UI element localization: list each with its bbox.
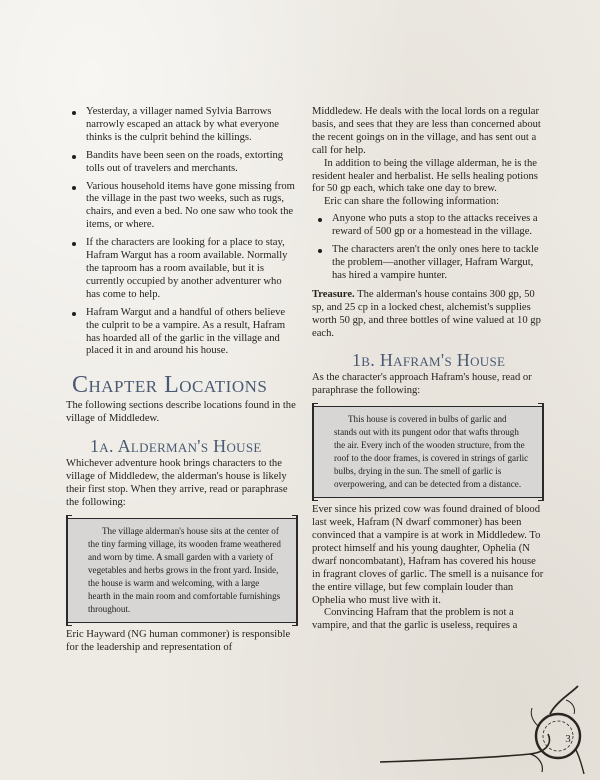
section-1b-intro: As the character's approach Hafram's house, read or paraphrase the following: (312, 372, 532, 397)
list-item: Anyone who puts a stop to the attacks receives a reward of 500 gp or a homestead in the village. (312, 213, 544, 239)
hafram-paragraph-2: Convincing Hafram that the problem is not a vampire, and that the garlic is useless, requires a (312, 607, 518, 632)
hafram-paragraph-1: Ever since his prized cow was found drained of blood last week, Hafram (N dwarf commoner) has been convinced that a vampire is at work in Middledew. To protect himself and his young daughter, Ophelia (N dwarf noncombatant), Hafram has covered his house in fragrant cloves of garlic. The smell is a nuisance for the entire village, but few complain louder than Ophelia who must live with it. (312, 504, 544, 606)
read-aloud-text: The village alderman's house sits at the center of the tiny farming village, its wooden frame weathered and worn by time. A small garden with a variety of vegetables and herbs grows in the front yard. Inside, the house is warm and welcoming, with a large hearth in the main room and comfortable furnishings throughout. (88, 525, 281, 614)
treasure-paragraph (312, 289, 544, 341)
eric-info-list (312, 213, 544, 283)
list-item: The characters aren't the only ones here to tackle the problem—another villager, Hafram Wargut, has hired a vampire hunter. (312, 244, 544, 283)
page-number: 3 (565, 733, 571, 745)
section-heading-1a: 1a. Alderman's House (90, 436, 262, 457)
list-item: If the characters are looking for a place to stay, Hafram Wargut has a room available. Normally the taproom has a room available, but it is currently occupied by another adventurer who has come to help. (66, 237, 298, 302)
read-aloud-text: This house is covered in bulbs of garlic and stands out with its pungent odor that wafts through the air. Every inch of the wooden structure, from the roof to the door frames, is covered in strings of garlic bulbs, drying in the sun. The smell of garlic is overpowering, and can be detected from a distance. (334, 414, 529, 490)
read-aloud-box-1a (66, 518, 298, 623)
list-item: Bandits have been seen on the roads, extorting tolls out of travelers and merchants. (66, 150, 298, 176)
section-1a-intro: Whichever adventure hook brings characters to the village of Middledew, the alderman's house is likely their first stop. When they arrive, read or paraphrase the following: (66, 458, 288, 508)
chapter-intro: The following sections describe locations found in the village of Middledew. (66, 400, 296, 425)
eric-paragraph: Eric Hayward (NG human commoner) is responsible for the leadership and representation of (66, 628, 291, 653)
treasure-label: Treasure. (312, 288, 355, 300)
chapter-heading: Chapter Locations (72, 372, 268, 399)
list-item: Various household items have gone missing from the village in the past two weeks, such as rugs, chairs, and even a bed. No one saw who took the items, or where. (66, 181, 298, 233)
section-heading-1b: 1b. Hafram's House (352, 350, 506, 371)
eric-paragraph-continued: Middledew. He deals with the local lords on a regular basis, and sees that they are less than concerned about the recent goings on in the village, and has sent out a call for help. (312, 106, 541, 156)
right-column (312, 106, 544, 633)
eric-info-intro: Eric can share the following information: (324, 196, 500, 208)
eric-paragraph-2: In addition to being the village alderman, he is the resident healer and herbalist. He sells healing potions for 50 gp each, which take one day to brew. (312, 157, 538, 195)
list-item: Hafram Wargut and a handful of others believe the culprit to be a vampire. As a result, Hafram has hoarded all of the garlic in the village and placed it in and around his house. (66, 307, 298, 359)
read-aloud-box-1b (312, 406, 544, 498)
list-item: Yesterday, a villager named Sylvia Barrows narrowly escaped an attack by what everyone thinks is the culprit behind the killings. (66, 106, 298, 145)
treasure-text: The alderman's house contains 300 gp, 50 sp, and 25 cp in a locked chest, alchemist's supplies worth 50 gp, and three bottles of wine valued at 10 gp each. (312, 288, 541, 339)
left-column (66, 106, 298, 655)
vine-scroll-ornament-icon (380, 684, 586, 776)
rumor-list (66, 106, 298, 358)
